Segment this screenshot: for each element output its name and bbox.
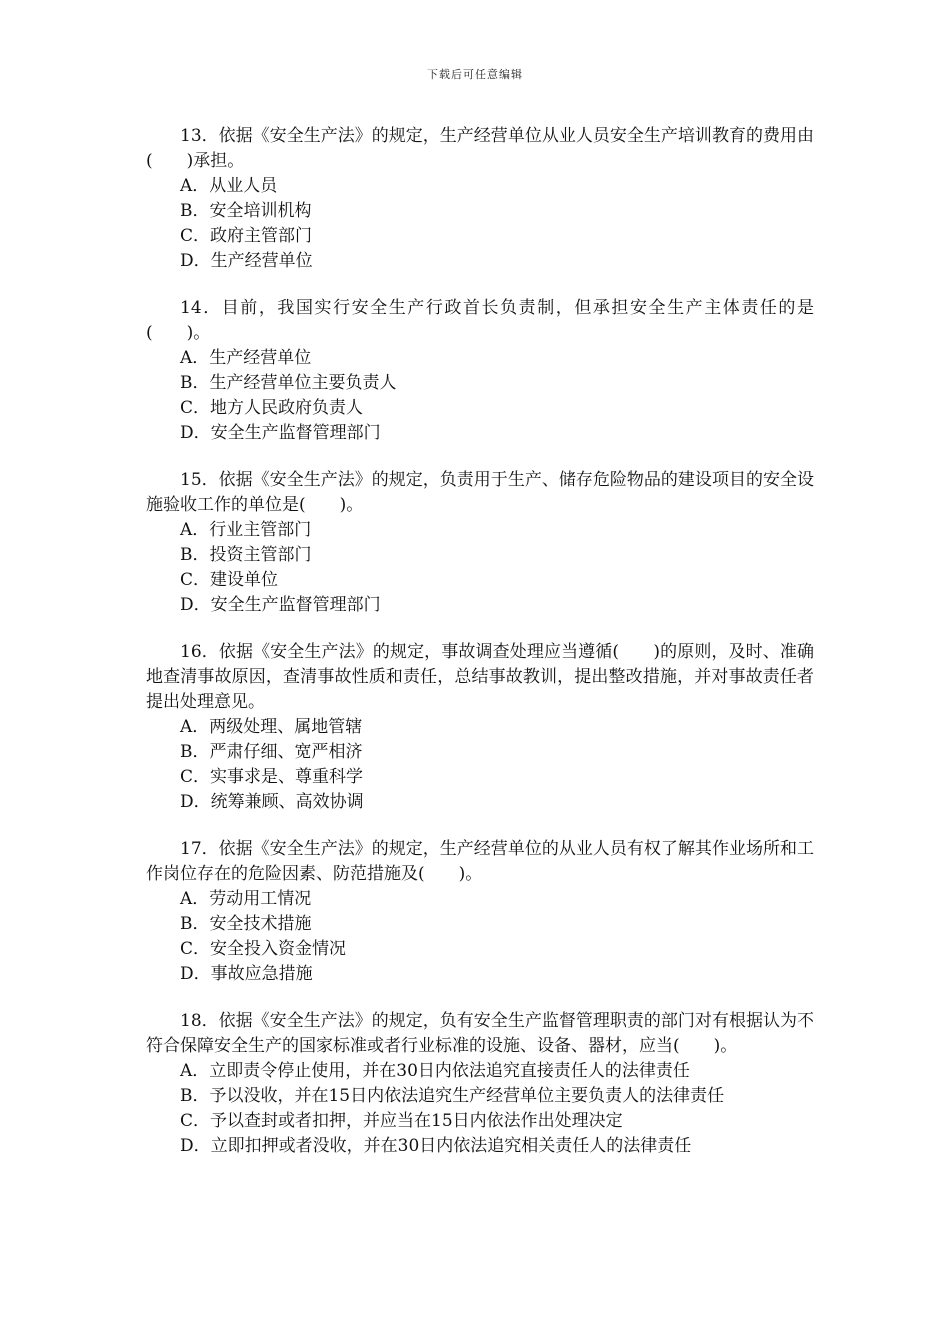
question-15 xyxy=(146,468,814,618)
option-a: A．劳动用工情况 xyxy=(180,889,312,909)
option-b: B．生产经营单位主要负责人 xyxy=(180,373,397,393)
option-c: C．地方人民政府负责人 xyxy=(180,398,364,418)
option-a: A．两级处理、属地管辖 xyxy=(180,717,363,737)
page-header: 下载后可任意编辑 xyxy=(427,68,523,81)
option-c: C．政府主管部门 xyxy=(180,226,313,246)
option-c: C．予以查封或者扣押，并应当在15日内依法作出处理决定 xyxy=(180,1111,623,1131)
option-a: A．立即责令停止使用，并在30日内依法追究直接责任人的法律责任 xyxy=(180,1061,690,1081)
option-b: B．安全培训机构 xyxy=(180,201,312,221)
option-c: C．建设单位 xyxy=(180,570,279,590)
question-stem: 18．依据《安全生产法》的规定，负有安全生产监督管理职责的部门对有根据认为不符合保障安全生产的国家标准或者行业标准的设施、设备、器材，应当( )。 xyxy=(146,1011,814,1056)
option-d: D．安全生产监督管理部门 xyxy=(180,423,381,443)
option-a: A．生产经营单位 xyxy=(180,348,312,368)
question-stem: 17．依据《安全生产法》的规定，生产经营单位的从业人员有权了解其作业场所和工作岗位存在的危险因素、防范措施及( )。 xyxy=(146,839,814,884)
option-b: B．安全技术措施 xyxy=(180,914,312,934)
option-d: D．生产经营单位 xyxy=(180,251,313,271)
option-d: D．事故应急措施 xyxy=(180,964,313,984)
option-list xyxy=(146,346,814,446)
question-16 xyxy=(146,640,814,815)
question-17 xyxy=(146,837,814,987)
option-d: D．安全生产监督管理部门 xyxy=(180,595,381,615)
option-list xyxy=(146,174,814,274)
question-13 xyxy=(146,124,814,274)
option-b: B．予以没收，并在15日内依法追究生产经营单位主要负责人的法律责任 xyxy=(180,1086,725,1106)
question-14 xyxy=(146,296,814,446)
option-d: D．统筹兼顾、高效协调 xyxy=(180,792,364,812)
option-d: D．立即扣押或者没收，并在30日内依法追究相关责任人的法律责任 xyxy=(180,1136,692,1156)
option-a: A．行业主管部门 xyxy=(180,520,312,540)
question-stem: 16．依据《安全生产法》的规定，事故调查处理应当遵循( )的原则，及时、准确地查清事故原因，查清事故性质和责任，总结事故教训，提出整改措施，并对事故责任者提出处理意见。 xyxy=(146,642,814,712)
question-list xyxy=(146,124,814,1181)
option-list xyxy=(146,887,814,987)
option-c: C．安全投入资金情况 xyxy=(180,939,347,959)
option-list xyxy=(146,1059,814,1159)
option-b: B．严肃仔细、宽严相济 xyxy=(180,742,363,762)
question-stem: 14．目前，我国实行安全生产行政首长负责制，但承担安全生产主体责任的是( )。 xyxy=(146,298,814,343)
question-stem: 13．依据《安全生产法》的规定，生产经营单位从业人员安全生产培训教育的费用由( )承担。 xyxy=(146,126,814,171)
option-list xyxy=(146,518,814,618)
question-18 xyxy=(146,1009,814,1159)
option-list xyxy=(146,715,814,815)
option-a: A．从业人员 xyxy=(180,176,278,196)
question-stem: 15．依据《安全生产法》的规定，负责用于生产、储存危险物品的建设项目的安全设施验收工作的单位是( )。 xyxy=(146,470,814,515)
option-c: C．实事求是、尊重科学 xyxy=(180,767,364,787)
option-b: B．投资主管部门 xyxy=(180,545,312,565)
